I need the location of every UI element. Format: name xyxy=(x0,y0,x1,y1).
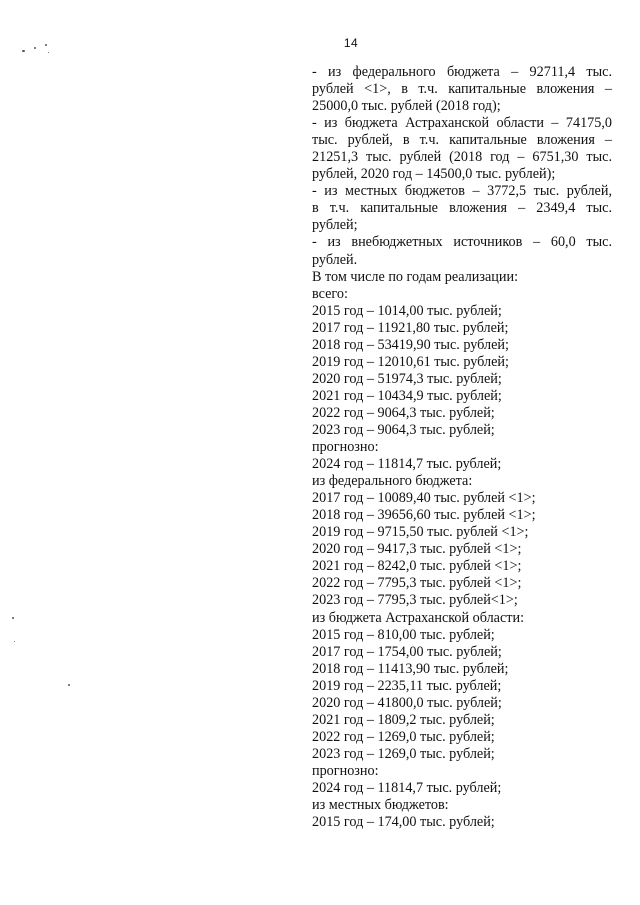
text-line: 25000,0 тыс. рублей (2018 год); xyxy=(312,98,501,115)
text-line: 2017 год – 11921,80 тыс. рублей; xyxy=(312,319,509,336)
scan-speck xyxy=(68,684,70,686)
text-line: 2019 год – 9715,50 тыс. рублей <1>; xyxy=(312,524,529,541)
text-line: 2024 год – 11814,7 тыс. рублей; xyxy=(312,779,502,796)
scan-speck xyxy=(14,641,15,642)
text-line: прогнозно: xyxy=(312,762,379,779)
scan-speck xyxy=(45,44,47,46)
text-line: 2020 год – 9417,3 тыс. рублей <1>; xyxy=(312,541,522,558)
text-line: 2020 год – 41800,0 тыс. рублей; xyxy=(312,694,502,711)
text-line: рублей <1>, в т.ч. капитальные вложения – xyxy=(312,81,612,98)
document-body xyxy=(312,64,612,831)
scan-speck xyxy=(48,52,49,53)
text-line: 2018 год – 53419,90 тыс. рублей; xyxy=(312,336,509,353)
text-line: - из федерального бюджета – 92711,4 тыс. xyxy=(312,64,612,80)
text-line: 2021 год – 8242,0 тыс. рублей <1>; xyxy=(312,558,522,575)
text-line: 2015 год – 810,00 тыс. рублей; xyxy=(312,626,495,643)
text-line: тыс. рублей, в т.ч. капитальные вложения – xyxy=(312,132,612,149)
text-line: 2021 год – 10434,9 тыс. рублей; xyxy=(312,387,502,404)
text-line: 2023 год – 9064,3 тыс. рублей; xyxy=(312,421,495,438)
text-line: из местных бюджетов: xyxy=(312,797,449,814)
text-line: 2020 год – 51974,3 тыс. рублей; xyxy=(312,370,502,387)
text-line: из бюджета Астраханской области: xyxy=(312,609,525,626)
scan-speck xyxy=(34,47,36,49)
text-line: 2015 год – 1014,00 тыс. рублей; xyxy=(312,302,502,319)
text-line: 2022 год – 1269,0 тыс. рублей; xyxy=(312,728,495,745)
text-line: 2021 год – 1809,2 тыс. рублей; xyxy=(312,711,495,728)
text-line: 2024 год – 11814,7 тыс. рублей; xyxy=(312,456,502,473)
text-line: 2022 год – 9064,3 тыс. рублей; xyxy=(312,404,495,421)
text-line: - из местных бюджетов – 3772,5 тыс. рублей, xyxy=(312,183,612,200)
text-line: в т.ч. капитальные вложения – 2349,4 тыс. xyxy=(312,200,612,217)
text-line: 2017 год – 10089,40 тыс. рублей <1>; xyxy=(312,490,536,507)
text-line: рублей, 2020 год – 14500,0 тыс. рублей); xyxy=(312,166,556,183)
page-number: 14 xyxy=(343,36,359,50)
text-line: В том числе по годам реализации: xyxy=(312,268,519,285)
text-line: прогнозно: xyxy=(312,439,379,456)
scan-speck xyxy=(22,50,25,52)
text-line: 2022 год – 7795,3 тыс. рублей <1>; xyxy=(312,575,522,592)
text-line: - из внебюджетных источников – 60,0 тыс. xyxy=(312,234,612,251)
text-line: 2023 год – 1269,0 тыс. рублей; xyxy=(312,745,495,762)
text-line: 2018 год – 39656,60 тыс. рублей <1>; xyxy=(312,507,536,524)
text-line: 2015 год – 174,00 тыс. рублей; xyxy=(312,814,495,831)
text-line: 2017 год – 1754,00 тыс. рублей; xyxy=(312,643,502,660)
text-line: 2019 год – 2235,11 тыс. рублей; xyxy=(312,677,502,694)
text-line: рублей; xyxy=(312,217,358,234)
text-line: 2019 год – 12010,61 тыс. рублей; xyxy=(312,353,509,370)
text-line: 2018 год – 11413,90 тыс. рублей; xyxy=(312,660,509,677)
text-line: из федерального бюджета: xyxy=(312,473,473,490)
text-line: 21251,3 тыс. рублей (2018 год – 6751,30 тыс. xyxy=(312,149,612,166)
text-line: 2023 год – 7795,3 тыс. рублей<1>; xyxy=(312,592,518,609)
scan-speck xyxy=(12,617,14,619)
text-line: - из бюджета Астраханской области – 74175,0 xyxy=(312,115,612,132)
text-line: всего: xyxy=(312,285,348,302)
text-line: рублей. xyxy=(312,251,358,268)
